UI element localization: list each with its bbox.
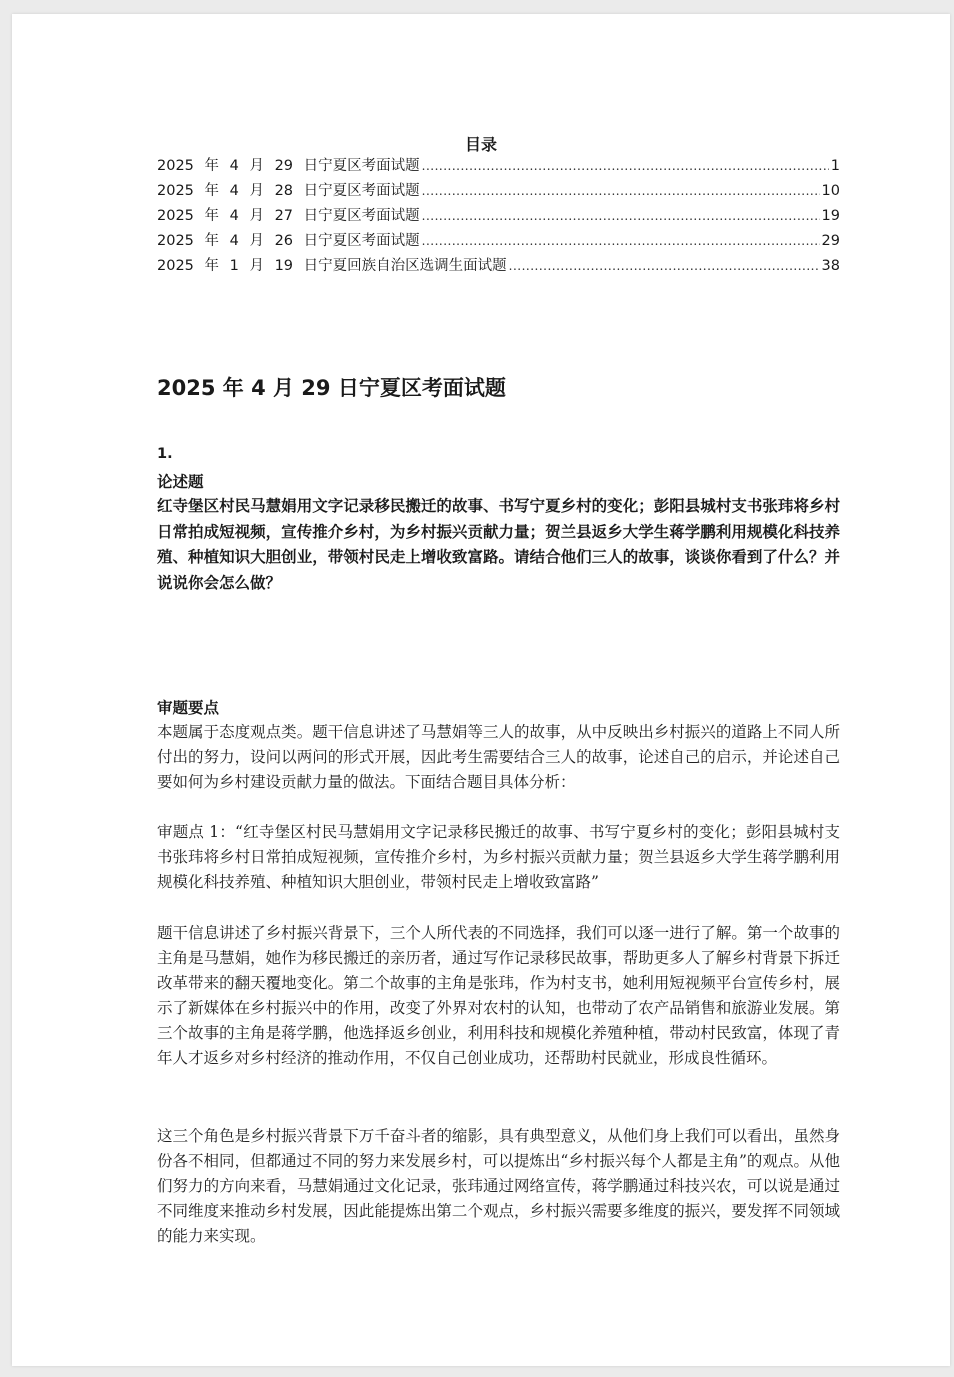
- toc-entry-title: 2025 年 4 月 28 日宁夏区考面试题: [157, 183, 420, 199]
- toc-entry[interactable]: [157, 154, 840, 179]
- toc-entry-page: 1: [830, 158, 840, 174]
- toc-leader-dots: [509, 254, 820, 279]
- toc-title: 目录: [464, 135, 497, 154]
- question-text: 红寺堡区村民马慧娟用文字记录移民搬迁的故事、书写宁夏乡村的变化；彭阳县城村支书张玮将乡村日常拍成短视频，宣传推介乡村，为乡村振兴贡献力量；贺兰县返乡大学生蒋学鹏利用规模化科技养殖、种植知识大胆创业，带领村民走上增收致富路。请结合他们三人的故事，谈谈你看到了什么？并说说你会怎么做？: [157, 497, 840, 592]
- toc-leader-dots: [422, 179, 820, 204]
- analysis-paragraph: 本题属于态度观点类。题干信息讲述了马慧娟等三人的故事，从中反映出乡村振兴的道路上不同人所付出的努力，设问以两问的形式开展，因此考生需要结合三人的故事，论述自己的启示，并论述自己要如何为乡村建设贡献力量的做法。下面结合题目具体分析：: [157, 723, 840, 791]
- toc-leader-dots: [422, 204, 820, 229]
- toc-entry[interactable]: [157, 179, 840, 204]
- toc-entry-title: 2025 年 4 月 29 日宁夏区考面试题: [157, 158, 420, 174]
- toc-entry-page: 10: [821, 183, 840, 199]
- analysis-paragraph: 审题点 1：“红寺堡区村民马慧娟用文字记录移民搬迁的故事、书写宁夏乡村的变化；彭阳县城村支书张玮将乡村日常拍成短视频，宣传推介乡村，为乡村振兴贡献力量；贺兰县返乡大学生蒋学鹏利用规模化科技养殖、种植知识大胆创业，带领村民走上增收致富路”: [157, 823, 840, 891]
- toc-entry-page: 29: [821, 233, 840, 249]
- toc-entry-title: 2025 年 1 月 19 日宁夏回族自治区选调生面试题: [157, 258, 507, 274]
- toc-leader-dots: [422, 154, 829, 179]
- table-of-contents: [157, 154, 840, 279]
- question-type: 论述题: [157, 473, 204, 491]
- toc-leader-dots: [422, 229, 820, 254]
- toc-entry[interactable]: [157, 229, 840, 254]
- toc-entry-title: 2025 年 4 月 27 日宁夏区考面试题: [157, 208, 420, 224]
- question-number: 1.: [157, 446, 173, 462]
- toc-entry-title: 2025 年 4 月 26 日宁夏区考面试题: [157, 233, 420, 249]
- document-page: [12, 14, 950, 1366]
- section-heading: 2025 年 4 月 29 日宁夏区考面试题: [157, 376, 506, 400]
- toc-entry-page: 38: [821, 258, 840, 274]
- analysis-paragraph: 这三个角色是乡村振兴背景下万千奋斗者的缩影，具有典型意义，从他们身上我们可以看出，虽然身份各不相同，但都通过不同的努力来发展乡村，可以提炼出“乡村振兴每个人都是主角”的观点。从他们努力的方向来看，马慧娟通过文化记录，张玮通过网络宣传，蒋学鹏通过科技兴农，可以说是通过不同维度来推动乡村发展，因此能提炼出第二个观点，乡村振兴需要多维度的振兴，要发挥不同领域的能力来实现。: [157, 1127, 840, 1245]
- toc-entry-page: 19: [821, 208, 840, 224]
- toc-entry[interactable]: [157, 204, 840, 229]
- toc-entry[interactable]: [157, 254, 840, 279]
- analysis-paragraph: 题干信息讲述了乡村振兴背景下，三个人所代表的不同选择，我们可以逐一进行了解。第一个故事的主角是马慧娟，她作为移民搬迁的亲历者，通过写作记录移民故事，帮助更多人了解乡村背景下拆迁改革带来的翻天覆地变化。第二个故事的主角是张玮，作为村支书，她利用短视频平台宣传乡村，展示了新媒体在乡村振兴中的作用，改变了外界对农村的认知，也带动了农产品销售和旅游业发展。第三个故事的主角是蒋学鹏，他选择返乡创业，利用科技和规模化养殖种植，带动村民致富，体现了青年人才返乡对乡村经济的推动作用，不仅自己创业成功，还帮助村民就业，形成良性循环。: [157, 924, 840, 1067]
- analysis-heading: 审题要点: [157, 699, 220, 717]
